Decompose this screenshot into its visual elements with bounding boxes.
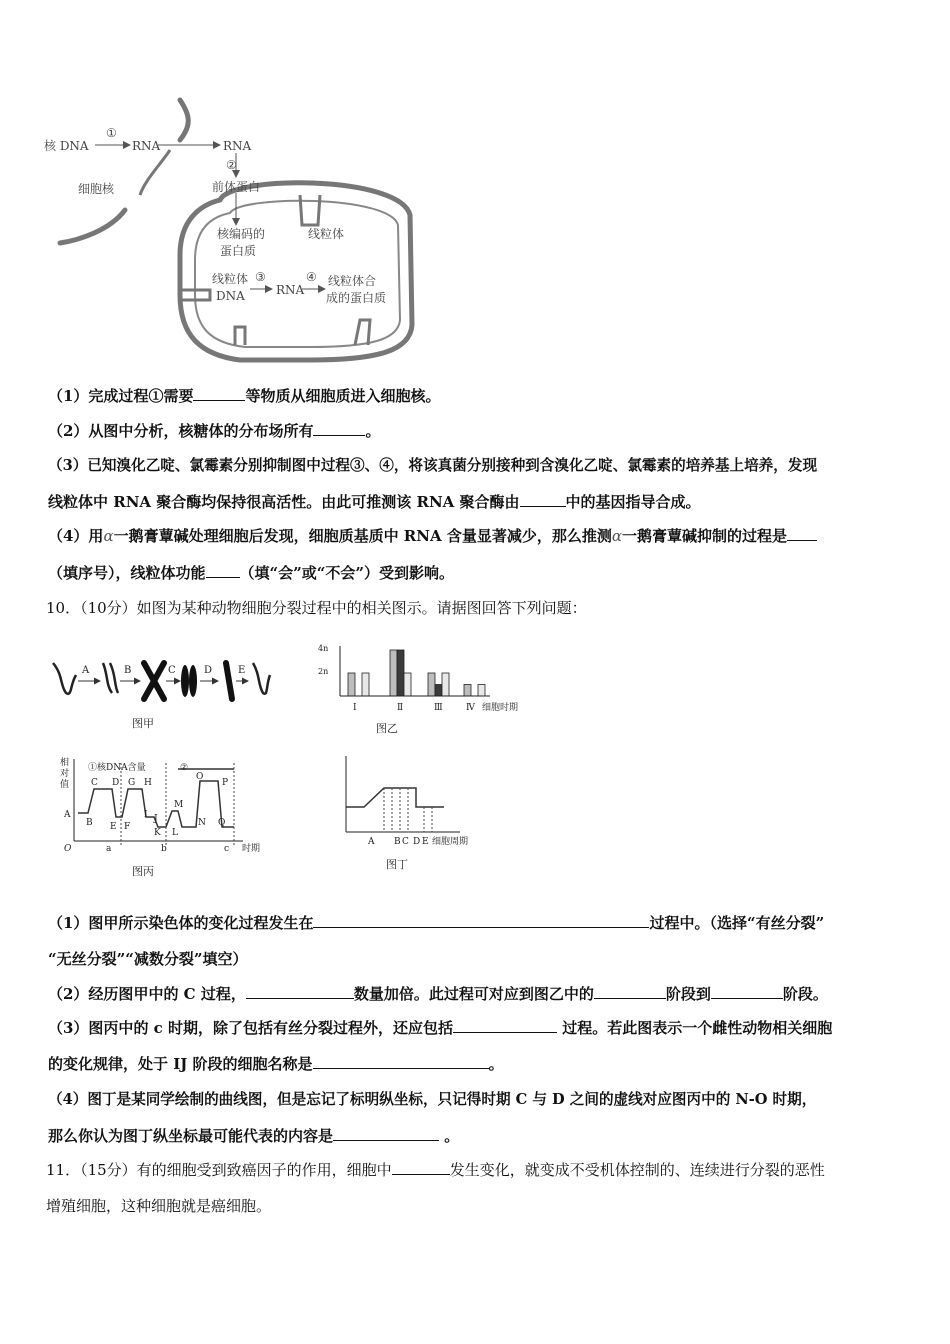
blank[interactable] — [594, 984, 666, 999]
blank[interactable] — [313, 1054, 489, 1069]
label-nucleus: 细胞核 — [78, 182, 115, 196]
nuclear-membrane-top — [180, 100, 188, 140]
alpha-symbol: α — [103, 527, 114, 545]
q9-part1: （1）完成过程①需要 等物质从细胞质进入细胞核。 — [48, 387, 441, 405]
bar-a-2 — [390, 650, 397, 696]
bing-point-m: M — [174, 800, 184, 810]
q9-part3-line2: 线粒体中 RNA 聚合酶均保持很高活性。由此可推测该 RNA 聚合酶由 中的基因指导合成。 — [48, 493, 701, 511]
bing-point-a: A — [64, 810, 71, 820]
jia-label-a: A — [82, 665, 90, 676]
bing-point-n: N — [198, 818, 206, 828]
ding-x-title: 细胞周期 — [432, 837, 469, 847]
bar-c-3 — [442, 673, 449, 696]
label-process-4: ④ — [306, 270, 317, 284]
figure-jia — [48, 645, 278, 735]
bing-x-mark-a: a — [106, 844, 112, 854]
blank[interactable] — [787, 526, 817, 541]
label-nuclear-encoded-2: 蛋白质 — [220, 244, 257, 258]
yi-x-title: 细胞时期 — [482, 703, 519, 713]
ding-caption: 图丁 — [386, 858, 408, 871]
q9-part4-line2: （填序号），线粒体功能 （填“会”或“不会”）受到影响。 — [48, 564, 455, 582]
q10-part1-line2: “无丝分裂”“减数分裂”填空） — [48, 950, 248, 968]
yi-caption: 图乙 — [376, 722, 398, 735]
jia-label-b: B — [124, 665, 132, 676]
nuclear-membrane-bottom — [60, 210, 125, 243]
q9-part4-line1: （4）用α一鹅膏蕈碱处理细胞后发现，细胞质基质中 RNA 含量显著减少，那么推测α一鹅膏蕈碱抑制的过程是 — [48, 525, 910, 547]
ding-x-d: D — [413, 837, 421, 847]
bing-y-title-3: 值 — [60, 780, 70, 790]
bing-point-k: K — [154, 828, 161, 838]
bing-point-e: E — [110, 822, 117, 832]
q10-title: 10．（10分）如图为某种动物细胞分裂过程中的相关图示。请据图回答下列问题： — [46, 599, 587, 617]
label-rna-3: RNA — [276, 283, 305, 297]
q10-part3-line1: （3）图丙中的 c 时期，除了包括有丝分裂过程外，还应包括 过程。若此图表示一个雌性动物相关细胞 — [48, 1019, 833, 1037]
bar-a-3 — [428, 673, 435, 696]
q10-part3-line2: 的变化规律，处于 IJ 阶段的细胞名称是 。 — [48, 1055, 504, 1073]
q10-part1-line1: （1）图甲所示染色体的变化过程发生在 过程中。（选择“有丝分裂” — [48, 914, 825, 932]
blank[interactable] — [313, 421, 365, 436]
yi-xtick-4: Ⅳ — [466, 703, 475, 713]
blank[interactable] — [246, 984, 354, 999]
yi-ytick-4n: 4n — [318, 644, 329, 653]
label-process-1: ① — [106, 126, 117, 140]
chromatin-2 — [103, 663, 118, 693]
chromatin-1 — [53, 663, 76, 694]
blank[interactable] — [711, 984, 783, 999]
ding-x-e: E — [422, 837, 429, 847]
alpha-symbol: α — [611, 527, 622, 545]
ding-x-b: B — [394, 837, 401, 847]
label-mito-protein-2: 成的蛋白质 — [326, 291, 387, 305]
blank[interactable] — [520, 492, 566, 507]
bing-point-q: Q — [218, 818, 226, 828]
blank[interactable] — [392, 1160, 450, 1175]
jia-label-c: C — [168, 665, 176, 676]
yi-xtick-1: Ⅰ — [353, 703, 357, 713]
yi-ytick-2n: 2n — [318, 667, 329, 676]
q10-part4-line1: （4）图丁是某同学绘制的曲线图，但是忘记了标明纵坐标，只记得时期 C 与 D 之间的虚线对应图丙中的 N-O 时期， — [48, 1091, 817, 1108]
yi-xtick-3: Ⅲ — [434, 703, 443, 713]
q9-part3-line1: （3）已知溴化乙啶、氯霉素分别抑制图中过程③、④，将该真菌分别接种到含溴化乙啶、氯霉素的培养基上培养，发现 — [48, 457, 818, 474]
bing-origin: O — [64, 844, 72, 854]
jia-caption: 图甲 — [132, 717, 154, 730]
bing-point-f: F — [124, 822, 131, 832]
chromosome-split-right — [189, 665, 197, 697]
q9-part2: （2）从图中分析，核糖体的分布场所有 。 — [48, 422, 381, 440]
label-mito-dna-2: DNA — [216, 289, 245, 303]
blank[interactable] — [313, 913, 649, 928]
bing-point-o: O — [196, 772, 204, 782]
q10-part4-line2: 那么你认为图丁纵坐标最可能代表的内容是 。 — [48, 1127, 460, 1145]
q10-part2: （2）经历图甲中的 C 过程， 数量加倍。此过程可对应到图乙中的 阶段到 阶段。 — [48, 985, 828, 1003]
bar-c-2 — [404, 673, 411, 696]
bing-point-b: B — [86, 818, 93, 828]
bar-b-2 — [397, 650, 404, 696]
label-nucleus-dna: 核 DNA — [44, 139, 89, 153]
blank[interactable] — [193, 386, 245, 401]
jia-label-d: D — [204, 665, 213, 676]
ding-x-a: A — [368, 837, 375, 847]
label-rna-2: RNA — [223, 139, 252, 153]
chromatin-3 — [253, 663, 270, 694]
label-nuclear-encoded-1: 核编码的 — [217, 227, 266, 241]
bing-point-g: G — [128, 778, 136, 788]
gene-expression-diagram — [40, 95, 420, 370]
chromosome-single — [226, 663, 232, 699]
jia-label-e: E — [238, 665, 246, 676]
bing-caption: 图丙 — [132, 865, 154, 878]
bar-a-1 — [348, 673, 355, 696]
label-process-3: ③ — [255, 270, 266, 284]
label-mito-dna-1: 线粒体 — [212, 272, 249, 286]
blank[interactable] — [333, 1126, 439, 1141]
bing-legend-2: ② — [180, 763, 189, 773]
chromosome-split-left — [181, 665, 189, 697]
label-mito-protein-1: 线粒体合 — [328, 274, 377, 288]
figure-yi-bar-chart — [310, 638, 550, 738]
ding-curve — [346, 788, 444, 807]
bing-point-d: D — [112, 778, 120, 788]
yi-xtick-2: Ⅱ — [397, 703, 404, 713]
blank[interactable] — [206, 563, 240, 578]
figure-bing — [58, 755, 278, 880]
bing-x-mark-b: b — [161, 844, 167, 854]
blank[interactable] — [453, 1018, 557, 1033]
q11-line1: 11．（15分）有的细胞受到致癌因子的作用，细胞中 发生变化，就变成不受机体控制的、连续进行分裂的恶性 — [46, 1161, 825, 1179]
nuclear-membrane-mid — [140, 150, 170, 195]
label-precursor-protein: 前体蛋白 — [212, 180, 261, 194]
bing-legend-1: ①核DNA含量 — [88, 763, 146, 773]
bar-c-4 — [478, 685, 485, 697]
bing-point-i: I — [144, 810, 148, 820]
bing-y-title-2: 对 — [60, 769, 70, 779]
chromosome-x — [144, 663, 164, 699]
bar-b-3 — [435, 685, 442, 697]
bar-c-1 — [362, 673, 369, 696]
bing-x-title: 时期 — [242, 844, 261, 854]
ding-x-c: C — [402, 837, 409, 847]
label-rna-1: RNA — [132, 139, 161, 153]
label-process-2: ② — [226, 158, 237, 172]
bing-point-h: H — [144, 778, 152, 788]
bing-x-mark-c: c — [224, 844, 230, 854]
label-mitochondrion: 线粒体 — [308, 227, 345, 241]
bing-point-c: C — [91, 778, 98, 788]
bing-point-l: L — [172, 828, 178, 838]
bing-point-p: P — [222, 778, 229, 788]
bing-y-title-1: 相 — [60, 758, 70, 768]
bing-point-j: J — [154, 814, 158, 824]
q11-line2: 增殖细胞，这种细胞就是癌细胞。 — [46, 1197, 272, 1215]
figure-ding — [340, 752, 540, 877]
bar-a-4 — [464, 685, 471, 697]
